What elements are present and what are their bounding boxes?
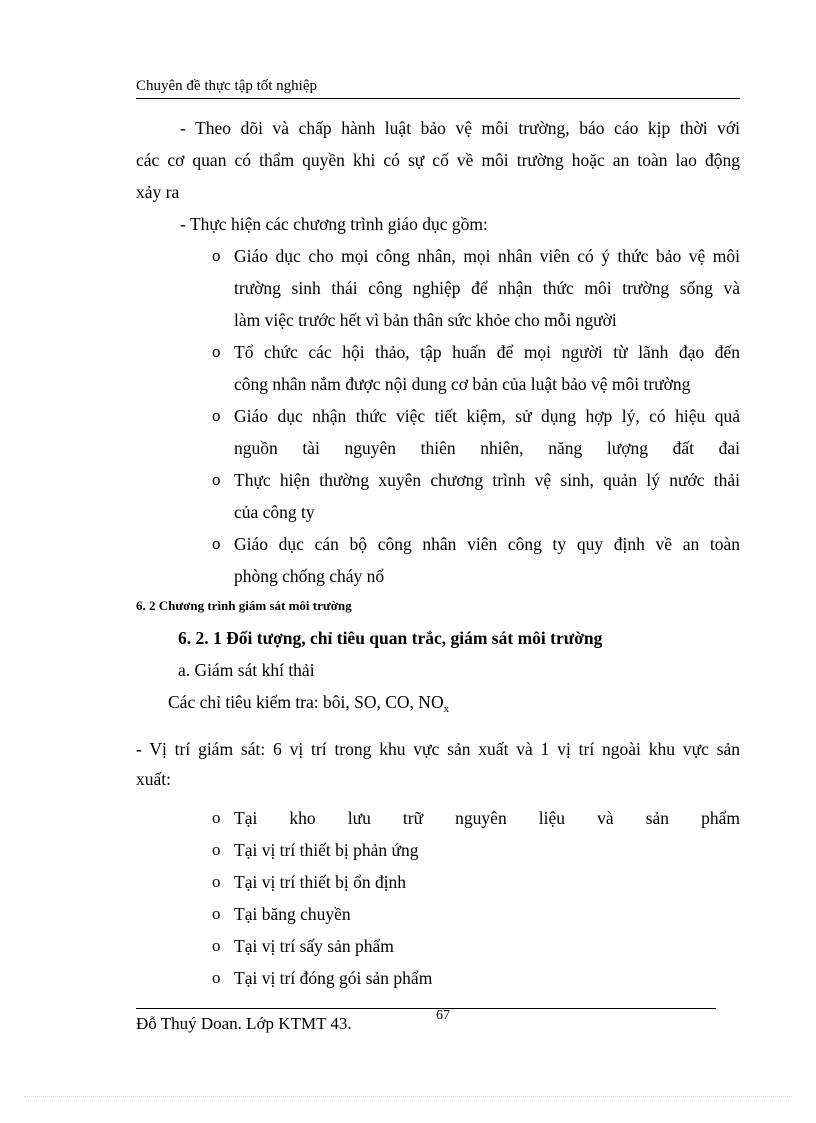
list-item-line: Tại vị trí sấy sản phẩm [234, 936, 394, 956]
subheading-emission-monitoring: a. Giám sát khí thải [178, 660, 315, 680]
bullet-icon: o [212, 808, 221, 827]
bullet-icon: o [212, 246, 221, 265]
list-item [136, 930, 740, 962]
bullet-icon: o [212, 406, 221, 425]
indicators-line [168, 688, 449, 723]
list-item-line: Thực hiện thường xuyên chương trình vệ sinh, quản lý nước thải [234, 470, 740, 490]
list-item [136, 240, 740, 336]
list-item-line: Tại kho lưu trữ nguyên liệu và sản phẩm [234, 808, 740, 828]
list-item-line: Giáo dục nhận thức việc tiết kiệm, sử dụng hợp lý, có hiệu quả [234, 406, 740, 426]
list-item [136, 464, 740, 528]
list-item-line: công nhân nắm được nội dung cơ bản của luật bảo vệ môi trường [234, 374, 691, 394]
section-heading-6-2-1: 6. 2. 1 Đối tượng, chỉ tiêu quan trắc, giám sát môi trường [178, 628, 603, 648]
list-item [136, 962, 740, 994]
paragraph-line: - Theo dõi và chấp hành luật bảo vệ môi trường, báo cáo kịp thời với [180, 118, 740, 138]
list-item [136, 834, 740, 866]
list-item-line: nguồn tài nguyên thiên nhiên, năng lượng đất đai [234, 438, 740, 458]
list-item-line: Tại vị trí thiết bị ổn định [234, 872, 407, 892]
locations-list [136, 802, 740, 994]
bullet-icon: o [212, 470, 221, 489]
indicators-text: Các chỉ tiêu kiểm tra: bôi, SO, CO, NO [168, 692, 444, 712]
page-header: Chuyên đề thực tập tốt nghiệp [136, 78, 318, 94]
list-item [136, 528, 740, 592]
paragraph-line: - Vị trí giám sát: 6 vị trí trong khu vực sản xuất và 1 vị trí ngoài khu vực sản [136, 739, 740, 759]
paragraph-monitoring [136, 112, 740, 208]
list-item-line: trường sinh thái công nghiệp để nhận thức môi trường sống và [234, 278, 740, 298]
list-item-line: Giáo dục cho mọi công nhân, mọi nhân viên có ý thức bảo vệ môi [234, 246, 740, 266]
list-item [136, 898, 740, 930]
paragraph-line: xuất: [136, 769, 171, 789]
list-item-line: làm việc trước hết vì bản thân sức khỏe cho mỗi người [234, 310, 617, 330]
bullet-icon: o [212, 534, 221, 553]
bullet-icon: o [212, 904, 221, 923]
list-item [136, 866, 740, 898]
section-heading-6-2: 6. 2 Chương trình giám sát môi trường [136, 598, 352, 613]
footer-divider [136, 1008, 716, 1009]
page-number: 67 [436, 1008, 450, 1023]
header-divider [136, 98, 740, 99]
page-break-divider [24, 1096, 792, 1097]
list-item [136, 336, 740, 400]
subscript-x: x [443, 703, 450, 715]
bullet-icon: o [212, 342, 221, 361]
paragraph-line: xảy ra [136, 182, 180, 202]
bullet-icon: o [212, 872, 221, 891]
bullet-icon: o [212, 968, 221, 987]
bullet-icon: o [212, 840, 221, 859]
paragraph-monitoring-locations [136, 734, 740, 794]
list-item-line: Tại băng chuyền [234, 904, 351, 924]
list-item-line: Tổ chức các hội thảo, tập huấn để mọi người từ lãnh đạo đến [234, 342, 740, 362]
bullet-icon: o [212, 936, 221, 955]
paragraph-education-intro: - Thực hiện các chương trình giáo dục gồm: [180, 214, 488, 234]
paragraph-line: các cơ quan có thẩm quyền khi có sự cố về môi trường hoặc an toàn lao động [136, 150, 740, 170]
list-item-line: của công ty [234, 502, 315, 522]
list-item-line: Giáo dục cán bộ công nhân viên công ty quy định về an toàn [234, 534, 740, 554]
list-item-line: Tại vị trí đóng gói sản phẩm [234, 968, 433, 988]
list-item-line: phòng chống cháy nổ [234, 566, 385, 586]
list-item-line: Tại vị trí thiết bị phản ứng [234, 840, 419, 860]
education-list [136, 240, 740, 592]
list-item [136, 802, 740, 834]
list-item [136, 400, 740, 464]
footer-author: Đỗ Thuý Doan. Lớp KTMT 43. [136, 1014, 352, 1033]
